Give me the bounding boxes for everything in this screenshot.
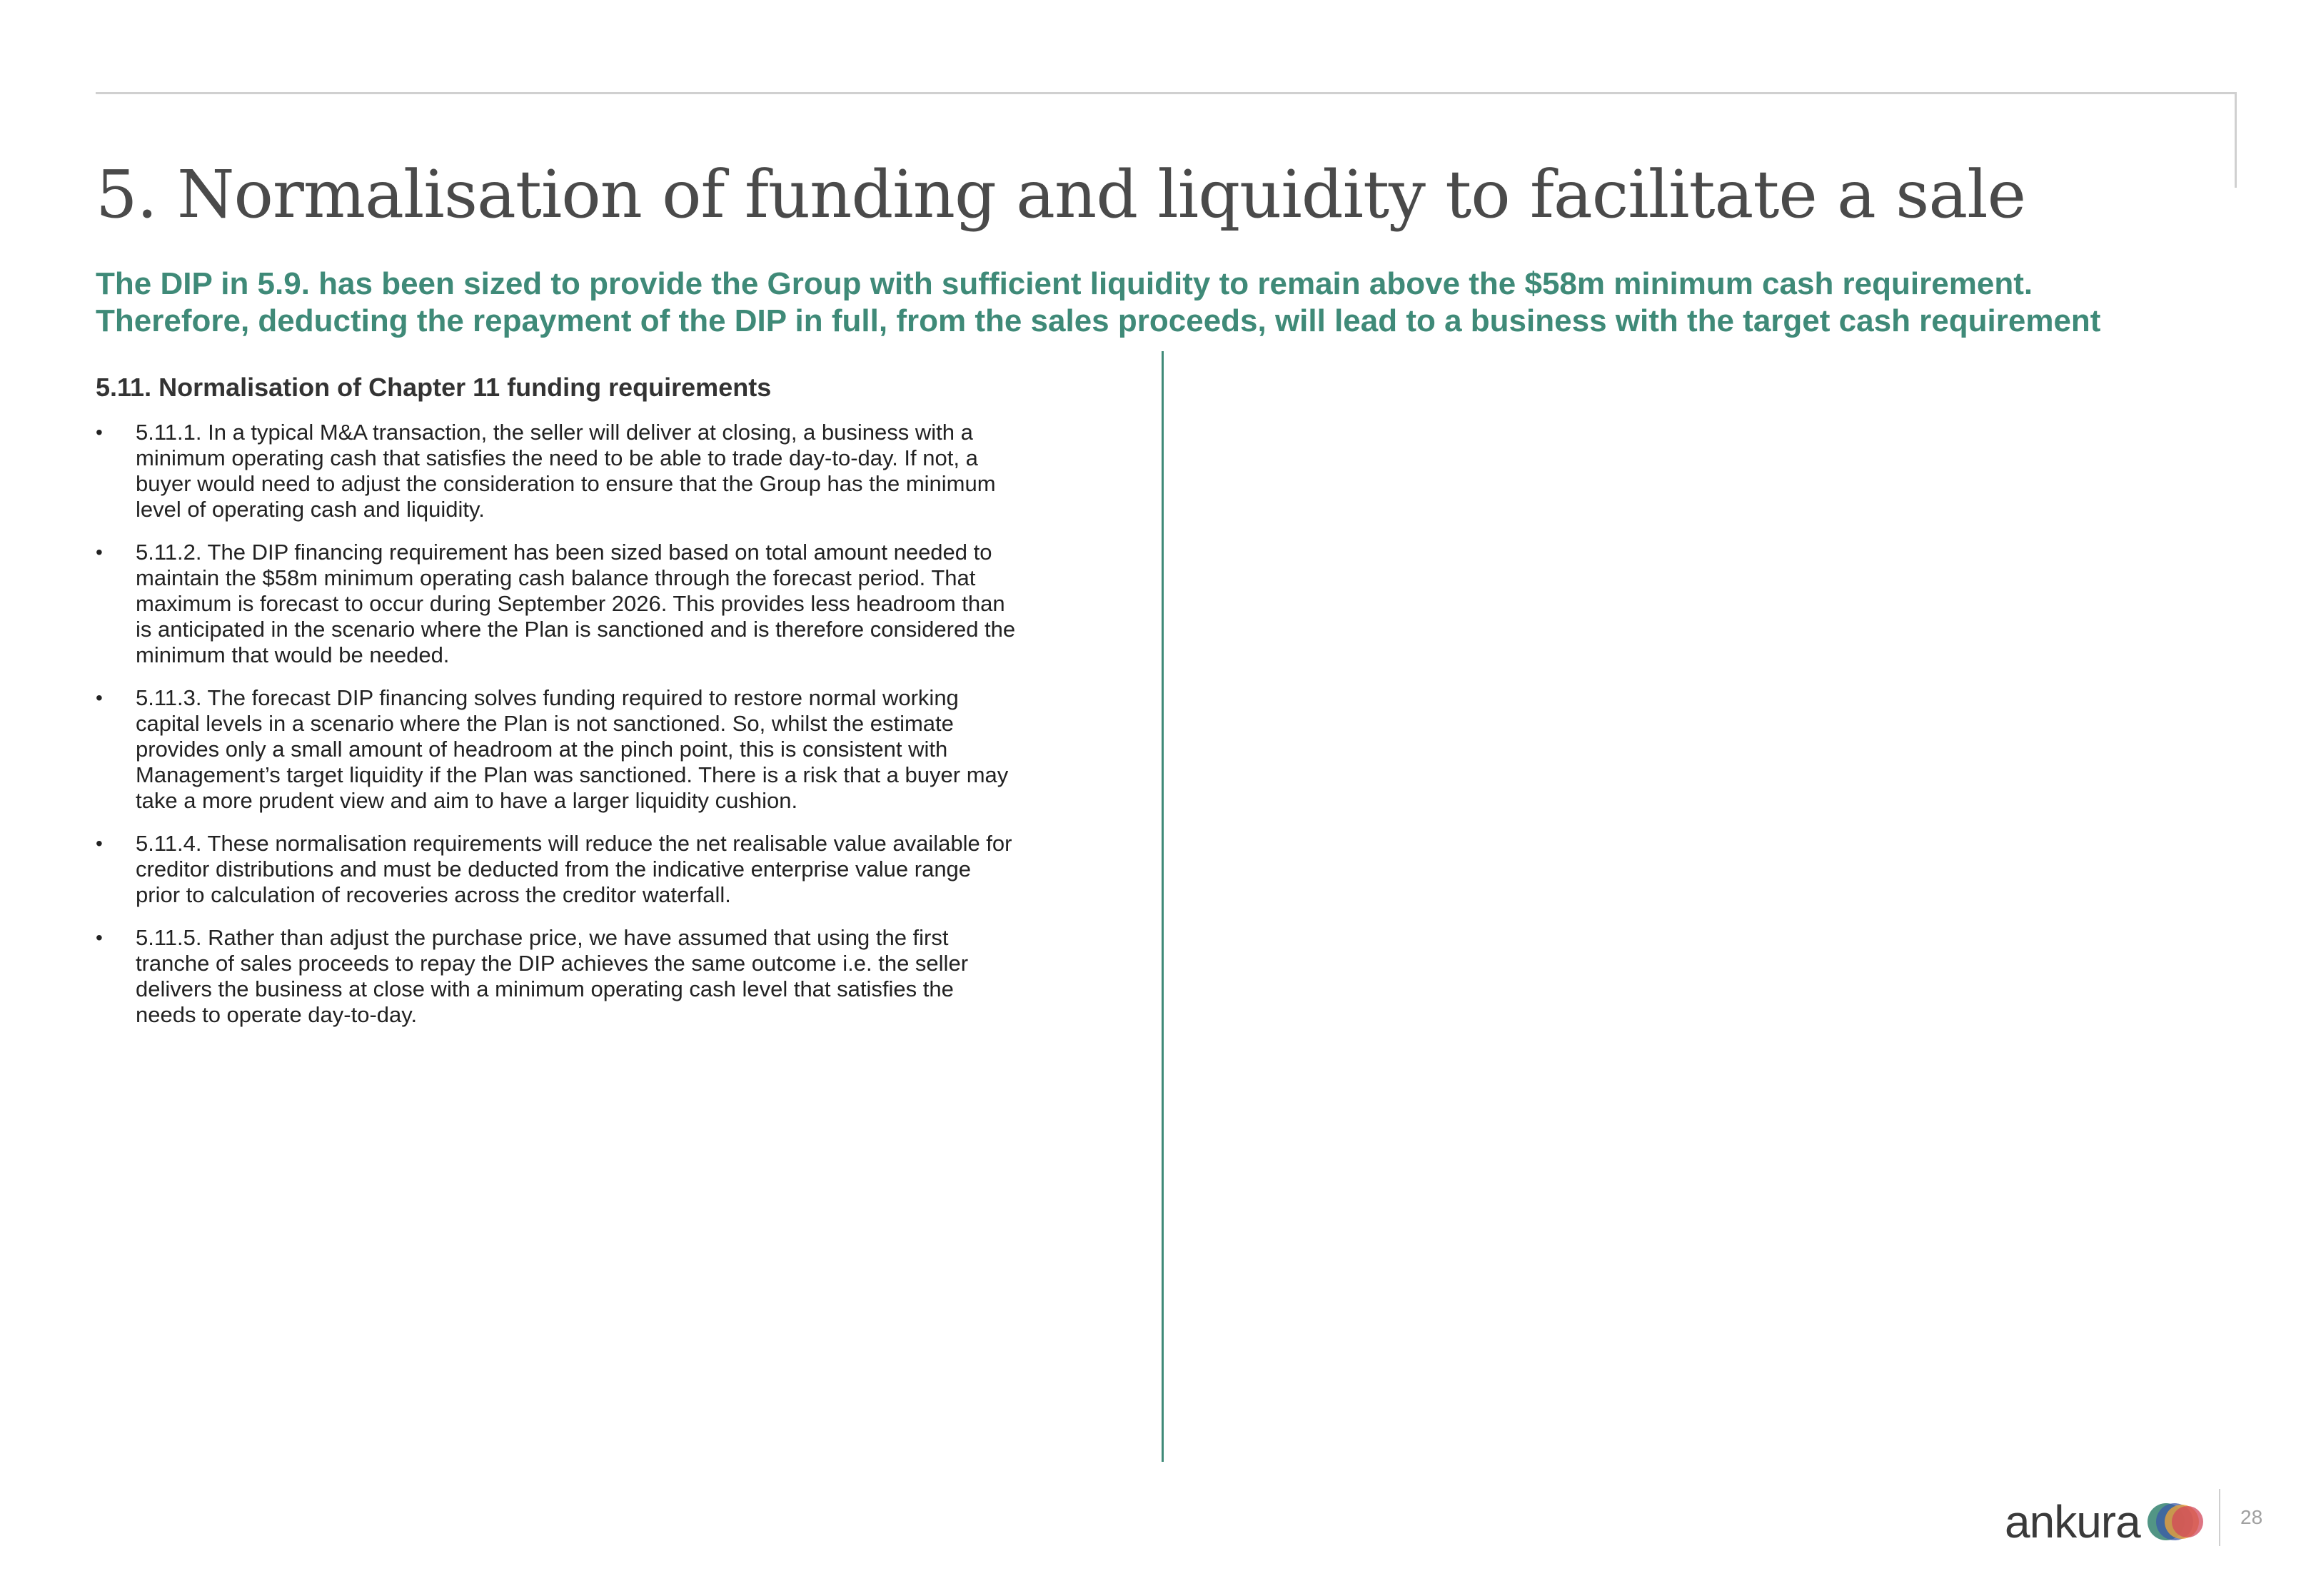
bullet-text-line: 5.11.4. These normalisation requirements will reduce the net realisable value available for — [136, 831, 1012, 856]
bullet-marker: • — [96, 926, 103, 949]
bullet-item-5 — [96, 925, 1109, 1028]
bullet-text-line: maintain the $58m minimum operating cash balance through the forecast period. That — [136, 565, 976, 590]
section-heading: 5.11. Normalisation of Chapter 11 funding requirements — [96, 373, 772, 402]
bullet-text-line: capital levels in a scenario where the Plan is not sanctioned. So, whilst the estimate — [136, 711, 954, 736]
bullet-text-line: level of operating cash and liquidity. — [136, 497, 485, 522]
bullet-marker: • — [96, 421, 103, 443]
bullet-item-1 — [96, 420, 1109, 522]
bullet-text-line: buyer would need to adjust the consideration to ensure that the Group has the minimum — [136, 471, 996, 496]
bullet-text-line: creditor distributions and must be deducted from the indicative enterprise value range — [136, 857, 972, 882]
bullet-text-line: 5.11.2. The DIP financing requirement has been sized based on total amount needed to — [136, 540, 992, 565]
subtitle-line-2: Therefore, deducting the repayment of the DIP in full, from the sales proceeds, will lead to a business with the target cash requirement — [96, 303, 2101, 338]
page-number: 28 — [2240, 1506, 2263, 1528]
bullet-list — [96, 420, 1109, 1028]
bullet-item-2 — [96, 540, 1109, 668]
bullet-text-line: take a more prudent view and aim to have a larger liquidity cushion. — [136, 788, 798, 813]
bullet-text-line: prior to calculation of recoveries across the creditor waterfall. — [136, 882, 731, 907]
bullet-text-line: maximum is forecast to occur during September 2026. This provides less headroom than — [136, 591, 1005, 616]
page-title: 5. Normalisation of funding and liquidity to facilitate a sale — [96, 156, 2026, 233]
bullet-text-line: minimum operating cash that satisfies the need to be able to trade day-to-day. If not, a — [136, 445, 978, 470]
footer-divider — [2219, 1489, 2220, 1546]
bullet-text-line: Management’s target liquidity if the Plan was sanctioned. There is a risk that a buyer may — [136, 762, 1009, 787]
bullet-item-3 — [96, 685, 1109, 814]
logo-wordmark: ankura — [2005, 1496, 2140, 1547]
subtitle-line-1: The DIP in 5.9. has been sized to provide the Group with sufficient liquidity to remain above the $58m minimum cash requirement. — [96, 266, 2033, 301]
column-divider — [1162, 351, 1164, 1462]
bullet-text-line: needs to operate day-to-day. — [136, 1002, 418, 1027]
bullet-text-line: 5.11.5. Rather than adjust the purchase price, we have assumed that using the first — [136, 925, 949, 950]
ankura-circles-logo-icon — [2145, 1499, 2205, 1545]
bullet-item-4 — [96, 831, 1109, 908]
subtitle — [96, 266, 2237, 340]
bullet-text-line: 5.11.3. The forecast DIP financing solves funding required to restore normal working — [136, 685, 959, 710]
bullet-marker: • — [96, 687, 103, 709]
left-column — [96, 371, 1109, 1045]
bullet-text-line: is anticipated in the scenario where the Plan is sanctioned and is therefore considered the — [136, 617, 1016, 642]
bullet-text-line: minimum that would be needed. — [136, 642, 450, 667]
bullet-marker: • — [96, 541, 103, 563]
ankura-logo — [2005, 1493, 2205, 1550]
bullet-text-line: provides only a small amount of headroom at the pinch point, this is consistent with — [136, 737, 948, 762]
bullet-text-line: 5.11.1. In a typical M&A transaction, the seller will deliver at closing, a business with a — [136, 420, 973, 445]
top-rule-corner — [2235, 92, 2237, 188]
bullet-text-line: tranche of sales proceeds to repay the DIP achieves the same outcome i.e. the seller — [136, 951, 969, 976]
bullet-marker: • — [96, 832, 103, 854]
bullet-text-line: delivers the business at close with a minimum operating cash level that satisfies the — [136, 976, 954, 1001]
top-rule — [96, 92, 2236, 94]
